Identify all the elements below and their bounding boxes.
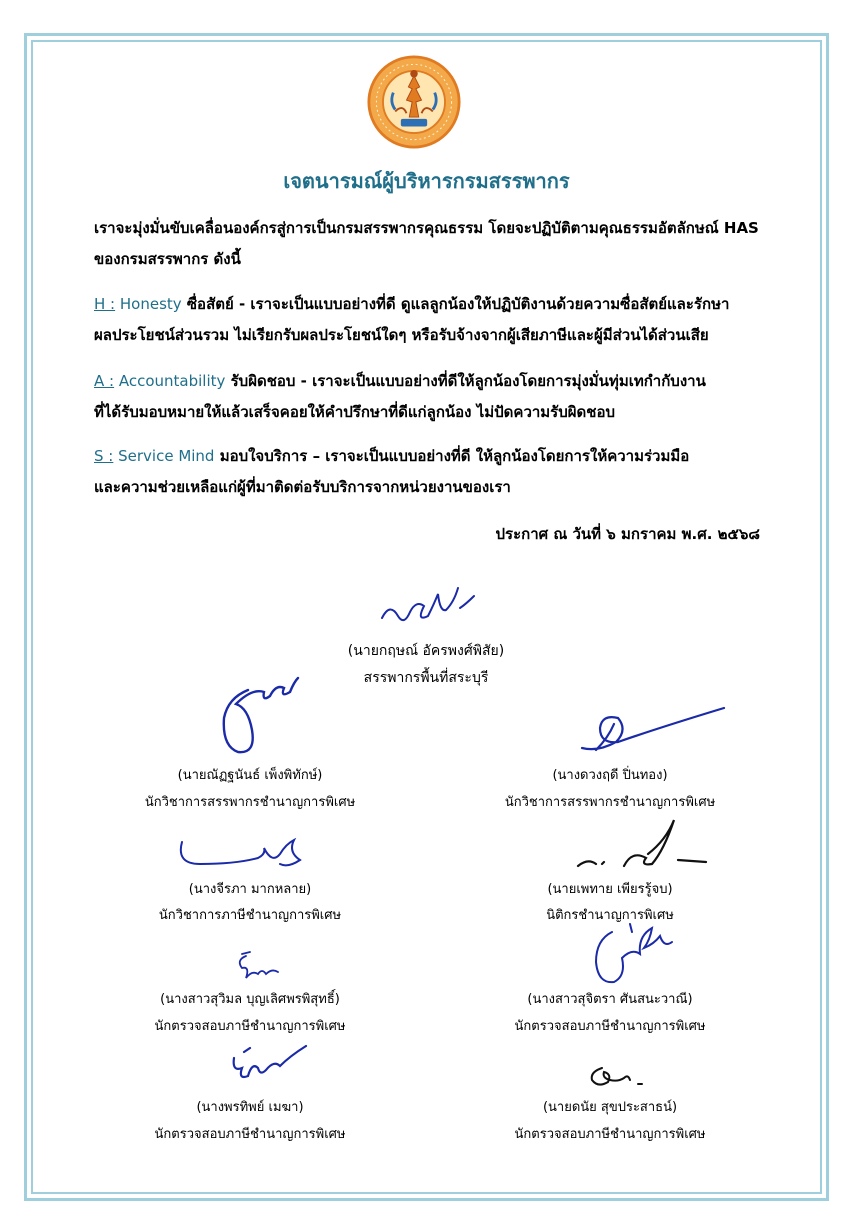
signatory-6-position: นักตรวจสอบภาษีชำนาญการพิเศษ — [514, 1019, 706, 1034]
signatory-1-position: นักวิชาการสรรพากรชำนาญการพิเศษ — [144, 795, 356, 810]
signature-1 — [218, 668, 304, 760]
announcement-date: ประกาศ ณ วันที่ ๖ มกราคม พ.ศ. ๒๕๖๘ — [495, 525, 760, 543]
value-line-2-a: ที่ได้รับมอบหมายให้แล้วเสร็จคอยให้คำปรึกษาที่ดีแก่ลูกน้อง ไม่ปัดความรับผิดชอบ — [94, 403, 615, 421]
signature-7 — [228, 1042, 310, 1086]
value-service-mind — [94, 441, 774, 503]
signatory-6-name: (นางสาวสุจิตรา ศันสนะวาณี) — [527, 992, 693, 1007]
signature-5 — [232, 950, 282, 986]
value-key-s: S : — [94, 447, 114, 465]
value-accountability — [94, 366, 774, 428]
signatory-8-name: (นายดนัย สุขประสาธน์) — [542, 1100, 678, 1115]
signatory-2-position: นักวิชาการสรรพากรชำนาญการพิเศษ — [504, 795, 716, 810]
director-signature — [376, 582, 486, 634]
value-line-1-h: ซื่อสัตย์ - เราจะเป็นแบบอย่างที่ดี ดูแลลูกน้องให้ปฏิบัติงานด้วยความซื่อสัตย์และรักษา — [181, 295, 730, 313]
signature-3 — [176, 834, 306, 874]
signatory-5-name: (นางสาวสุวิมล บุญเลิศพรพิสุทธิ์) — [160, 992, 340, 1007]
signatory-7-name: (นางพรทิพย์ เมฆา) — [196, 1100, 304, 1115]
value-english-a: Accountability — [114, 372, 226, 390]
signature-8 — [588, 1064, 648, 1090]
value-key-a: A : — [94, 372, 115, 390]
director-name: (นายกฤษณ์ อัครพงศ์พิสัย) — [347, 643, 505, 659]
revenue-department-emblem — [367, 55, 461, 149]
intro-line-1: เราจะมุ่งมั่นขับเคลื่อนองค์กรสู่การเป็นกรมสรรพากรคุณธรรม โดยจะปฏิบัติตามคุณธรรมอัตลักษณ์ HAS — [94, 219, 759, 237]
value-english-s: Service Mind — [113, 447, 215, 465]
intro-line-2: ของกรมสรรพากร ดังนี้ — [94, 250, 241, 268]
signatory-4-name: (นายเพทาย เพียรรู้จบ) — [547, 882, 673, 897]
value-line-1-s: มอบใจบริการ – เราจะเป็นแบบอย่างที่ดี ให้ลูกน้องโดยการให้ความร่วมมือ — [214, 447, 690, 465]
document-title: เจตนารมณ์ผู้บริหารกรมสรรพากร — [283, 169, 570, 193]
intro-paragraph — [94, 213, 774, 275]
director-position: สรรพากรพื้นที่สระบุรี — [363, 670, 489, 686]
value-line-2-s: และความช่วยเหลือแก่ผู้ที่มาติดต่อรับบริการจากหน่วยงานของเรา — [94, 478, 511, 496]
signatory-5-position: นักตรวจสอบภาษีชำนาญการพิเศษ — [154, 1019, 346, 1034]
signatory-3-position: นักวิชาการภาษีชำนาญการพิเศษ — [158, 908, 342, 923]
signatory-1-name: (นายณัฏฐนันธ์ เพ็งพิทักษ์) — [177, 768, 323, 783]
signature-4 — [574, 814, 710, 874]
value-english-h: Honesty — [115, 295, 182, 313]
value-line-2-h: ผลประโยชน์ส่วนรวม ไม่เรียกรับผลประโยชน์ใดๆ หรือรับจ้างจากผู้เสียภาษีและผู้มีส่วนได้ส่วนเสีย — [94, 326, 709, 344]
signatory-7-position: นักตรวจสอบภาษีชำนาญการพิเศษ — [154, 1127, 346, 1142]
signatory-8-position: นักตรวจสอบภาษีชำนาญการพิเศษ — [514, 1127, 706, 1142]
value-honesty — [94, 289, 774, 351]
value-key-h: H : — [94, 295, 116, 313]
signatory-4-position: นิติกรชำนาญการพิเศษ — [546, 908, 674, 923]
signature-6 — [592, 918, 678, 988]
value-line-1-a: รับผิดชอบ - เราจะเป็นแบบอย่างที่ดีให้ลูกน้องโดยการมุ่งมั่นทุ่มเทกำกับงาน — [225, 372, 706, 390]
signatory-3-name: (นางจีรภา มากหลาย) — [188, 882, 312, 897]
signature-2 — [578, 700, 728, 760]
signatory-2-name: (นางดวงฤดี ปิ่นทอง) — [552, 768, 668, 783]
